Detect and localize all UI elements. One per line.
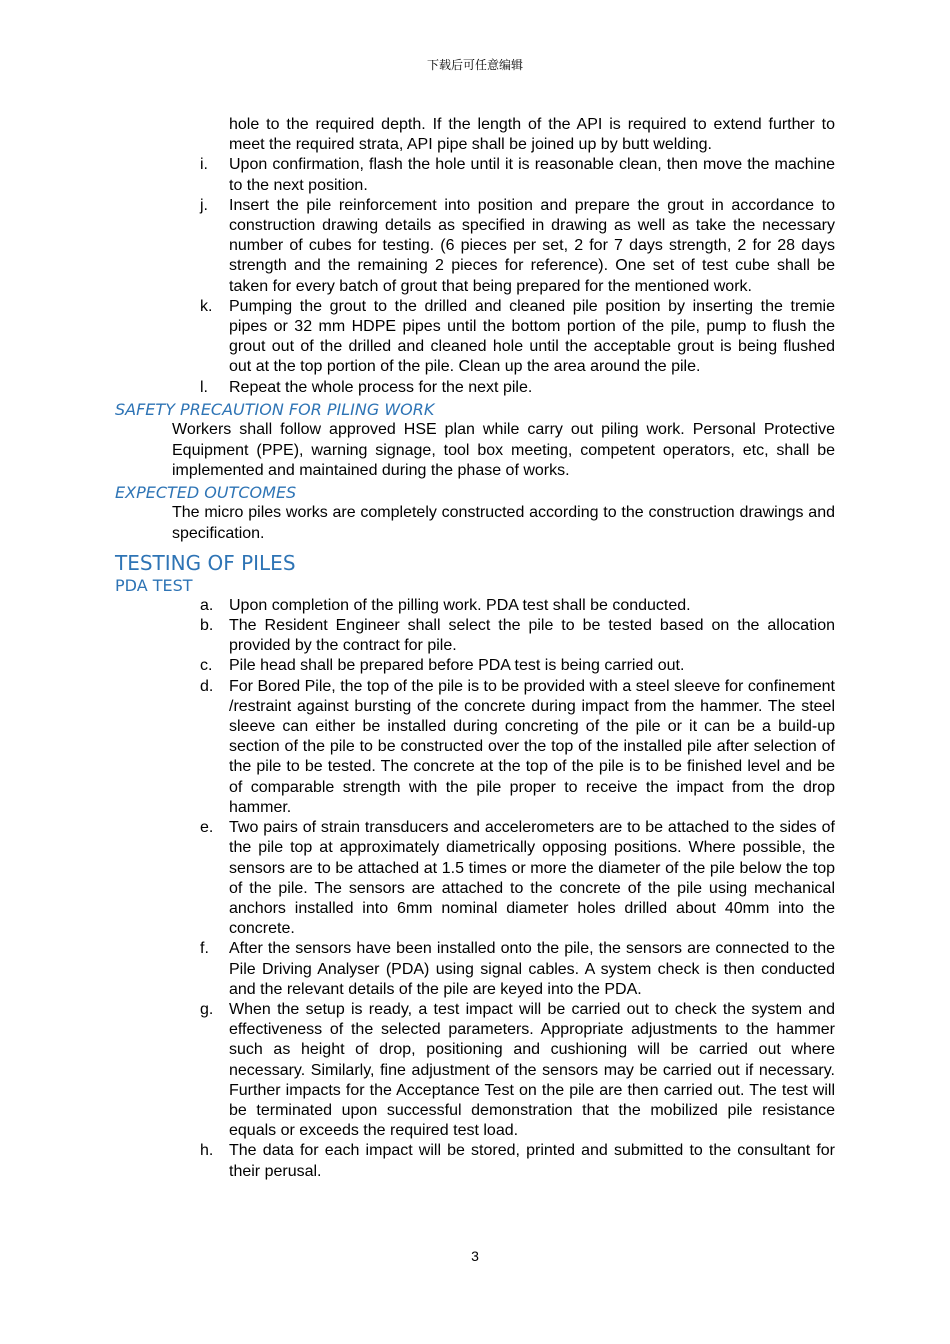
list-marker: j. xyxy=(200,196,208,214)
testing-heading: TESTING OF PILES xyxy=(115,550,296,575)
list-item-text: Two pairs of strain transducers and accelerometers are to be attached to the sides of the pile top at approximately diametrically opposing positions. Where possible, the sensors are to be attached at 1.5 times or more the diameter of the pile below the top of the pile. The sensors are attached to the concrete of the pile using mechanical anchors installed into 6mm nominal diameter holes drilled about 40mm into the concrete. xyxy=(229,819,835,938)
list-item-text: Insert the pile reinforcement into position and prepare the grout in accordance to construction drawing details as specified in drawing as well as take the necessary number of cubes for testing. (6 pieces per set, 2 for 7 days strength, 2 for 28 days strength and the remaining 2 pieces for reference). One set of test cube shall be taken for every batch of grout that being prepared for the mentioned work. xyxy=(229,196,835,295)
outcomes-heading: EXPECTED OUTCOMES xyxy=(115,482,297,502)
list-item-text: Upon completion of the pilling work. PDA test shall be conducted. xyxy=(229,596,691,614)
list-item xyxy=(115,656,835,676)
list-item xyxy=(115,1000,835,1141)
document-body xyxy=(115,115,835,1182)
list-marker: i. xyxy=(200,156,208,174)
list-item-text: Repeat the whole process for the next pile. xyxy=(229,378,533,396)
list-item-text: hole to the required depth. If the length of the API is required to extend further to meet the required strata, API pipe shall be joined up by butt welding. xyxy=(229,116,835,154)
list-item-text: The Resident Engineer shall select the pile to be tested based on the allocation provided by the contract for pile. xyxy=(229,617,835,655)
list-item xyxy=(115,939,835,1000)
list-item xyxy=(115,596,835,616)
list-marker: g. xyxy=(200,1000,214,1018)
list-item xyxy=(115,196,835,297)
list-item xyxy=(115,378,835,398)
list-marker: b. xyxy=(200,617,214,635)
list-item-text: Pile head shall be prepared before PDA test is being carried out. xyxy=(229,657,685,675)
safety-paragraph: Workers shall follow approved HSE plan while carry out piling work. Personal Protective Equipment (PPE), warning signage, tool box meeting, competent operators, etc, shall be implemented and maintained during the phase of works. xyxy=(172,421,835,479)
list-item-text: Upon confirmation, flash the hole until it is reasonable clean, then move the machine to the next position. xyxy=(229,156,835,194)
list-marker: l. xyxy=(200,378,208,396)
list-marker: f. xyxy=(200,940,209,958)
outcomes-paragraph: The micro piles works are completely constructed according to the construction drawings and specification. xyxy=(172,504,835,542)
procedure-list-continued xyxy=(115,115,835,398)
safety-heading: SAFETY PRECAUTION FOR PILING WORK xyxy=(115,399,435,419)
list-item xyxy=(115,155,835,195)
page-header: 下载后可任意编辑 xyxy=(426,58,523,72)
pda-test-list xyxy=(115,596,835,1182)
list-item-text: Pumping the grout to the drilled and cleaned pile position by inserting the tremie pipes or 32 mm HDPE pipes until the bottom portion of the pile, pump to flush the grout out of the drilled and cleaned hole until the acceptable grout is being flushed out at the top portion of the pile. Clean up the area around the pile. xyxy=(229,297,835,376)
list-marker: h. xyxy=(200,1142,214,1160)
pda-heading: PDA TEST xyxy=(115,575,193,595)
list-item-text: The data for each impact will be stored, printed and submitted to the consultant for their perusal. xyxy=(229,1142,835,1180)
list-marker: e. xyxy=(200,819,214,837)
list-item-text: After the sensors have been installed onto the pile, the sensors are connected to the Pile Driving Analyser (PDA) using signal cables. A system check is then conducted and the relevant details of the pile are keyed into the PDA. xyxy=(229,940,835,998)
list-item xyxy=(115,818,835,939)
list-item-text: When the setup is ready, a test impact will be carried out to check the system and effectiveness of the selected parameters. Appropriate adjustments to the hammer such as height of drop, positioning and cushioning will be carried out where necessary. Similarly, fine adjustment of the sensors may be carried out if necessary. Further impacts for the Acceptance Test on the pile are then carried out. The test will be terminated upon successful demonstration that the mobilized pile resistance equals or exceeds the required test load. xyxy=(229,1000,835,1140)
list-marker: d. xyxy=(200,677,214,695)
list-marker: c. xyxy=(200,657,213,675)
list-item xyxy=(115,297,835,378)
list-marker: a. xyxy=(200,596,214,614)
page-number: 3 xyxy=(471,1248,479,1264)
list-item xyxy=(115,1141,835,1181)
list-item xyxy=(115,115,835,155)
list-marker: k. xyxy=(200,297,213,315)
list-item-text: For Bored Pile, the top of the pile is to be provided with a steel sleeve for confinement /restraint against bursting of the concrete during impact from the hammer. The steel sleeve can either be installed during concreting of the pile or it can be a build-up section of the pile to be constructed over the top of the installed pile after selection of the pile to be tested. The concrete at the top of the pile is to be finished level and be of comparable strength with the pile proper to receive the impact from the drop hammer. xyxy=(229,677,835,816)
list-item xyxy=(115,677,835,818)
list-item xyxy=(115,616,835,656)
